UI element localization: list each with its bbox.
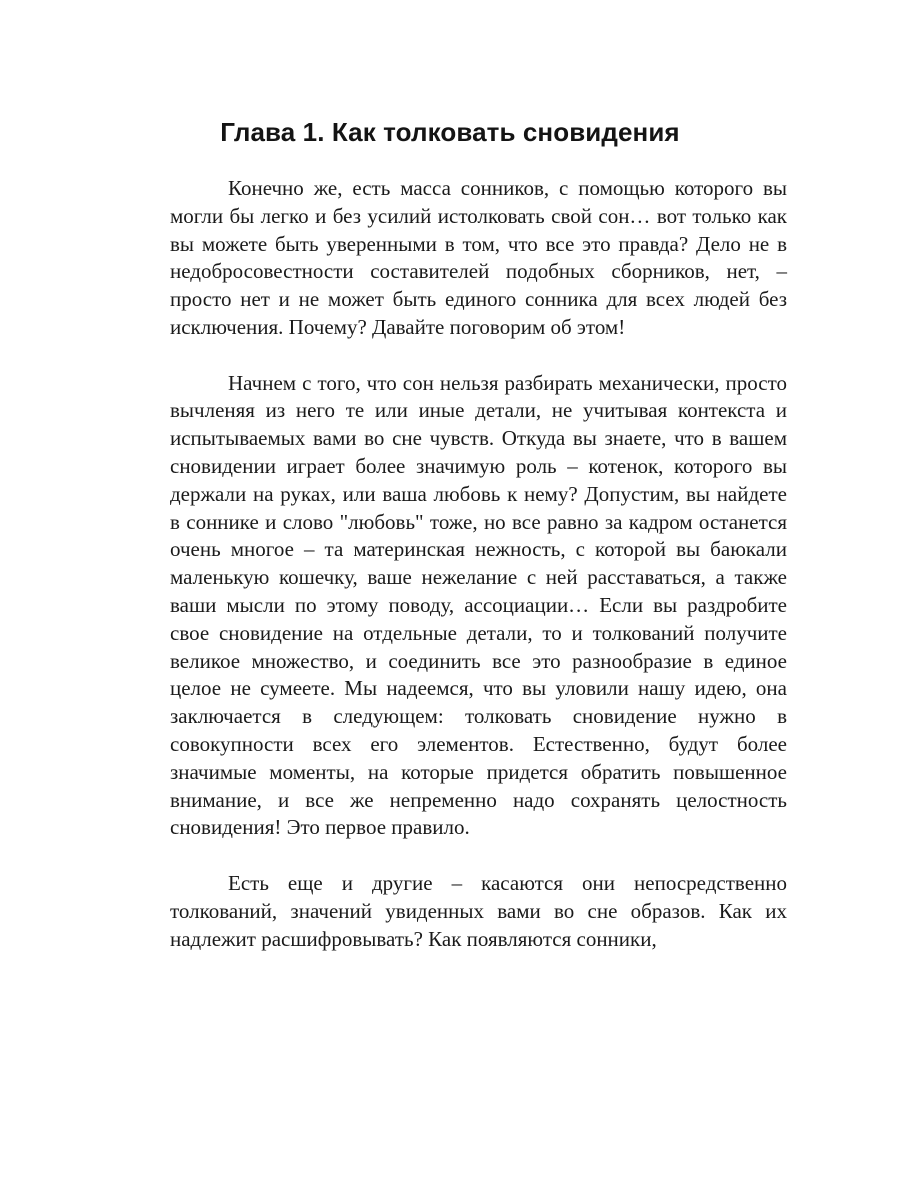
paragraph-1: Конечно же, есть масса сонников, с помощью которого вы могли бы легко и без усилий истолковать свой сон… вот только как вы можете быть уверенными в том, что все это правда? Дело не в недобросовестности составителей подобных сборников, нет, – просто нет и не может быть единого сонника для всех людей без исключения. Почему? Давайте поговорим об этом! (170, 176, 787, 339)
chapter-body (170, 175, 787, 981)
chapter-title: Глава 1. Как толковать сновидения (220, 117, 680, 147)
paragraph-2: Начнем с того, что сон нельзя разбирать механически, просто вычленяя из него те или иные детали, не учитывая контекста и испытываемых вами во сне чувств. Откуда вы знаете, что в вашем сновидении играет более значимую роль – котенок, которого вы держали на руках, или ваша любовь к нему? Допустим, вы найдете в соннике и слово "любовь" тоже, но все равно за кадром останется очень многое – та материнская нежность, с которой вы баюкали маленькую кошечку, ваше нежелание с ней расставаться, а также ваши мысли по этому поводу, ассоциации… Если вы раздробите свое сновидение на отдельные детали, то и толкований получите великое множество, и соединить все это разнообразие в единое целое не сумеете. Мы надеемся, что вы уловили нашу идею, она заключается в следующем: толковать сновидение нужно в совокупности всех его элементов. Естественно, будут более значимые моменты, на которые придется обратить повышенное внимание, и все же непременно надо сохранять целостность сновидения! Это первое правило. (170, 370, 787, 840)
paragraph-3: Есть еще и другие – касаются они непосредственно толкований, значений увиденных вами во сне образов. Как их надлежит расшифровывать? Как появляются сонники, (170, 870, 787, 951)
